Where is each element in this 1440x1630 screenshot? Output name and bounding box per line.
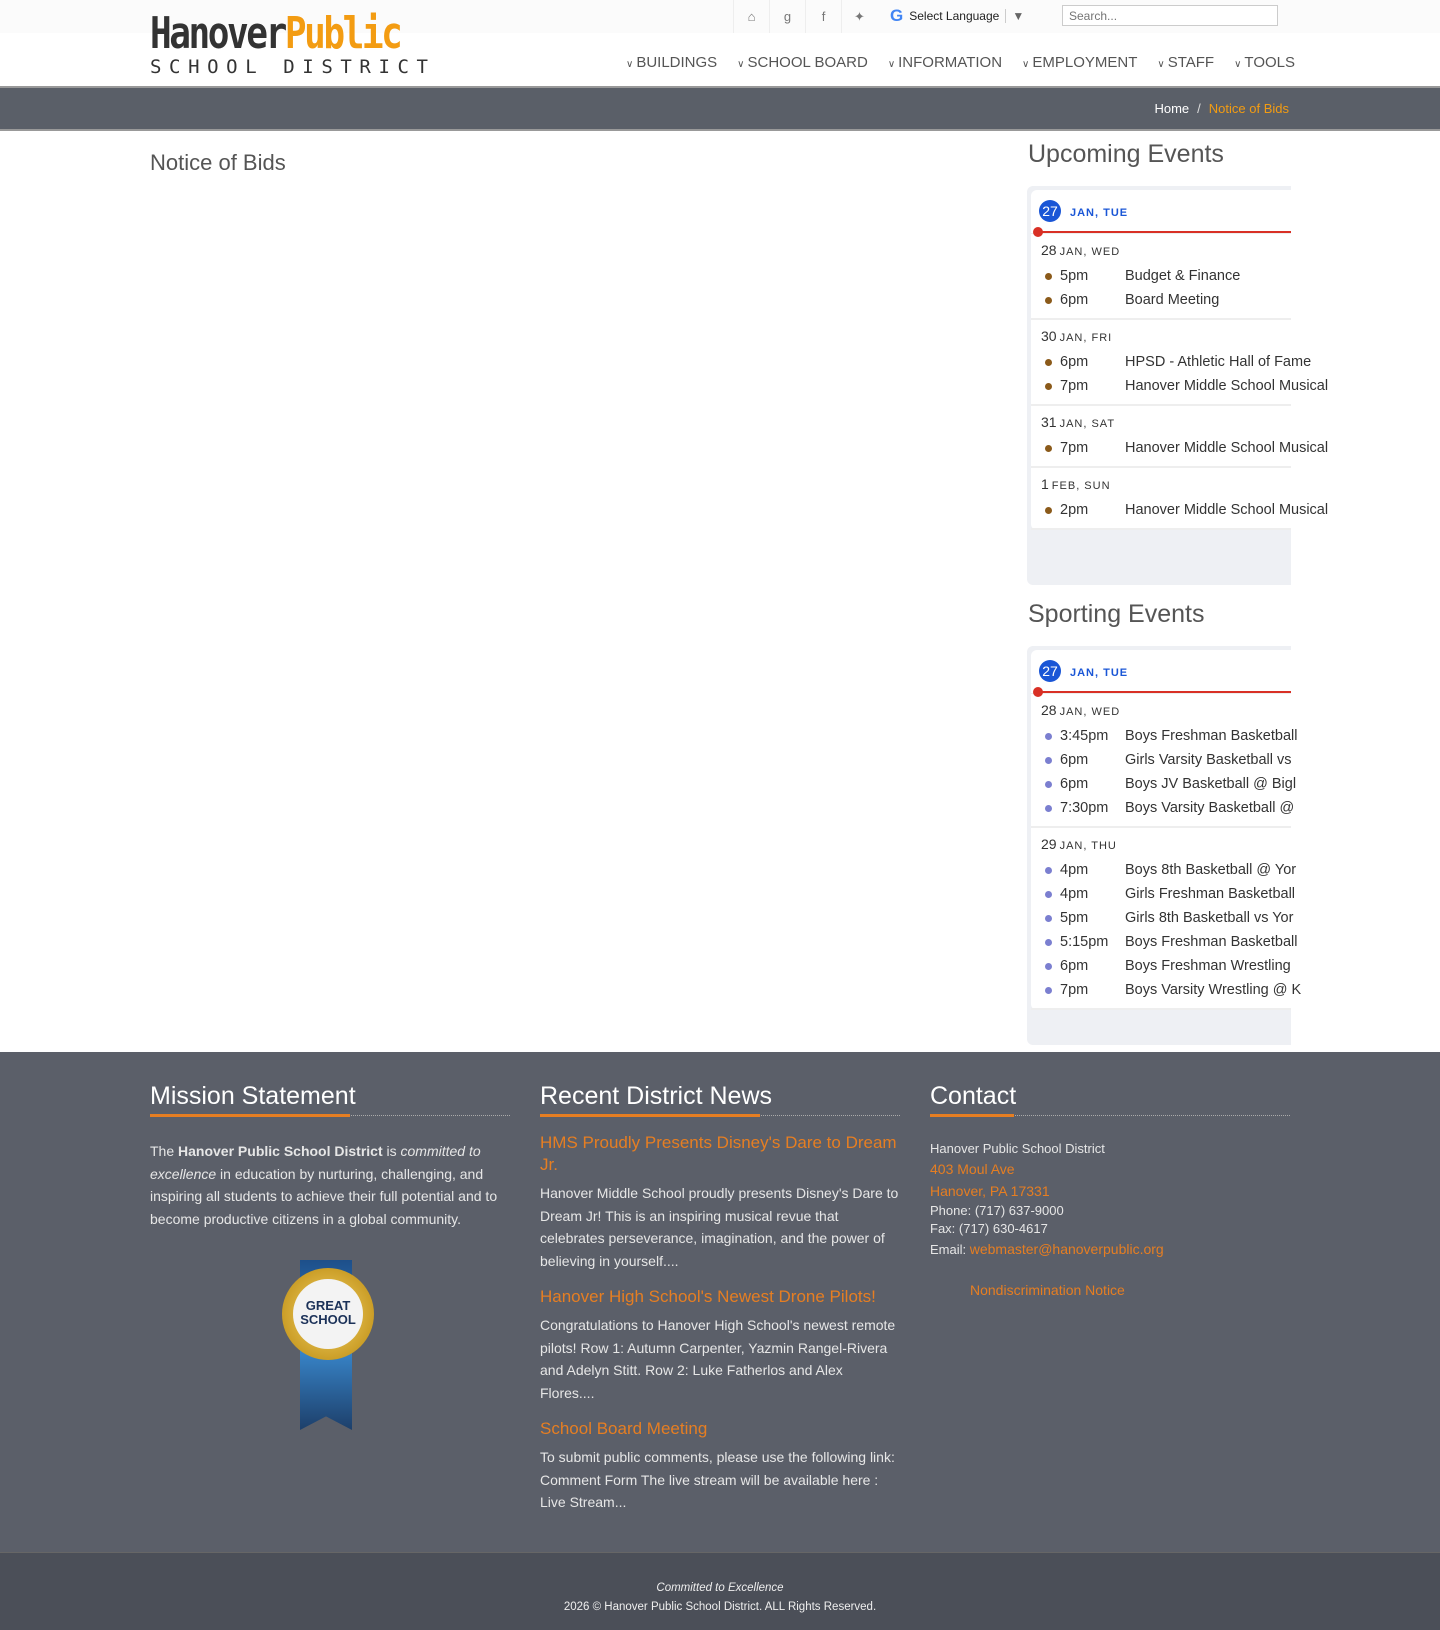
nav-employment[interactable]: ∨ EMPLOYMENT (1022, 54, 1138, 71)
calendar-day: 30 JAN, FRI 6pm HPSD - Athletic Hall of Fame 7pm Hanover Middle School Musical (1031, 320, 1291, 406)
event-dot-icon (1045, 359, 1052, 366)
contact-phone: Phone: (717) 637-9000 (930, 1203, 1064, 1218)
event-dot-icon (1045, 445, 1052, 452)
news-heading: Recent District News (540, 1082, 772, 1110)
calendar-event[interactable]: 7pm Hanover Middle School Musical (1031, 374, 1291, 398)
upcoming-events-heading: Upcoming Events (1028, 140, 1224, 168)
sporting-events-heading: Sporting Events (1028, 600, 1205, 628)
language-select[interactable] (890, 6, 1024, 26)
calendar-day: 31 JAN, SAT 7pm Hanover Middle School Musical (1031, 406, 1291, 468)
google-plus-icon[interactable]: g (769, 0, 805, 33)
sporting-events-calendar (1027, 646, 1302, 1045)
breadcrumb-current: Notice of Bids (1208, 101, 1289, 116)
contact-column: Contact Hanover Public School District 403 Moul Ave Hanover, PA 17331 Phone: (717) 637-9000 Fax: (717) 630-4617 Email: webmaster@hanoverpublic.org Nondiscrimination Notice (930, 1082, 1290, 1299)
contact-name: Hanover Public School District (930, 1141, 1105, 1156)
now-indicator (1037, 691, 1291, 693)
calendar-event[interactable]: 4pm Girls Freshman Basketball (1031, 882, 1291, 906)
news-column (540, 1082, 900, 1514)
calendar-event[interactable]: 7:30pm Boys Varsity Basketball @ (1031, 796, 1291, 820)
nav-buildings[interactable]: ∨ BUILDINGS (625, 54, 718, 71)
calendar-event[interactable]: 7pm Boys Varsity Wrestling @ K (1031, 978, 1291, 1002)
news-title[interactable]: HMS Proudly Presents Disney's Dare to Dream Jr. (540, 1133, 897, 1174)
mission-text: The Hanover Public School District is committed to excellence in education by nurturing, challenging, and inspiring all students to achieve their full potential and to become productive citizens in a global community. (150, 1143, 498, 1227)
event-dot-icon (1045, 297, 1052, 304)
calendar-event[interactable]: 7pm Hanover Middle School Musical (1031, 436, 1291, 460)
event-dot-icon (1045, 805, 1052, 812)
address-line1-link[interactable]: 403 Moul Ave (930, 1161, 1015, 1177)
chevron-down-icon: ∨ (625, 59, 634, 70)
nav-staff[interactable]: ∨ STAFF (1157, 54, 1215, 71)
event-dot-icon (1045, 733, 1052, 740)
copyright-text: 2026 © Hanover Public School District. ALL Rights Reserved. (563, 1601, 877, 1613)
event-dot-icon (1045, 915, 1052, 922)
now-indicator (1037, 231, 1291, 233)
logo-word2: Public (284, 8, 401, 59)
calendar-event[interactable]: 5pm Budget & Finance (1031, 264, 1291, 288)
logo[interactable] (150, 8, 455, 78)
address-line2-link[interactable]: Hanover, PA 17331 (930, 1183, 1050, 1199)
event-dot-icon (1045, 939, 1052, 946)
event-dot-icon (1045, 757, 1052, 764)
calendar-event[interactable]: 2pm Hanover Middle School Musical (1031, 498, 1291, 522)
mission-heading: Mission Statement (150, 1082, 356, 1110)
event-dot-icon (1045, 273, 1052, 280)
news-body: Congratulations to Hanover High School's newest remote pilots! Row 1: Autumn Carpenter, Yazmin Rangel-Rivera and Adelyn Stitt. Row 2: Luke Fatherlos and Alex Flores.... (540, 1317, 896, 1401)
nav-tools[interactable]: ∨ TOOLS (1234, 54, 1295, 71)
calendar-day: 1 FEB, SUN 2pm Hanover Middle School Musical (1031, 468, 1291, 530)
great-school-badge-icon: GREAT SCHOOL (280, 1260, 380, 1430)
calendar-event[interactable]: 4pm Boys 8th Basketball @ Yor (1031, 858, 1291, 882)
today-row: 27 JAN, TUE (1031, 190, 1291, 234)
twitter-icon[interactable]: ✦ (841, 0, 877, 33)
calendar-day: 28 JAN, WED 3:45pm Boys Freshman Basketball 6pm Girls Varsity Basketball vs 6pm Boys JV Basketball @ Bigl 7:30pm Boys Varsity Basketball @ (1031, 694, 1291, 828)
chevron-down-icon: ∨ (1022, 59, 1030, 70)
footer (0, 1052, 1440, 1552)
calendar-day: 29 JAN, THU 4pm Boys 8th Basketball @ Yor 4pm Girls Freshman Basketball 5pm Girls 8th Basketball vs Yor 5:15pm Boys Freshman Basketball 6pm Boys Freshman Wrestling 7pm Boys Varsity Wrestling @ K (1031, 828, 1291, 1010)
news-body: Hanover Middle School proudly presents Disney's Dare to Dream Jr! This is an inspiring musical revue that celebrates perseverance, imagination, and the power of believing in yourself.... (540, 1185, 899, 1269)
email-link[interactable]: webmaster@hanoverpublic.org (969, 1241, 1164, 1257)
event-dot-icon (1045, 987, 1052, 994)
breadcrumb-home[interactable]: Home (1154, 101, 1190, 116)
calendar-event[interactable]: 6pm Board Meeting (1031, 288, 1291, 312)
calendar-day: 28 JAN, WED 5pm Budget & Finance 6pm Board Meeting (1031, 234, 1291, 320)
mission-column (150, 1082, 510, 1430)
calendar-event[interactable]: 6pm Boys Freshman Wrestling (1031, 954, 1291, 978)
chevron-down-icon: ∨ (1234, 59, 1242, 70)
breadcrumb-bar (0, 86, 1440, 131)
news-title[interactable]: Hanover High School's Newest Drone Pilots! (540, 1287, 876, 1306)
nondiscrimination-notice-link[interactable]: Nondiscrimination Notice (970, 1282, 1125, 1298)
logo-word1: Hanover (150, 8, 285, 59)
tagline: Committed to Excellence (656, 1582, 784, 1594)
event-dot-icon (1045, 781, 1052, 788)
contact-heading: Contact (930, 1082, 1017, 1110)
contact-fax: Fax: (717) 630-4617 (930, 1221, 1048, 1236)
dropdown-arrow-icon: ▼ (1005, 9, 1024, 23)
logo-subtitle: SCHOOL DISTRICT (150, 56, 436, 78)
page-title: Notice of Bids (150, 150, 286, 175)
chevron-down-icon: ∨ (1157, 59, 1165, 70)
chevron-down-icon: ∨ (887, 59, 896, 70)
breadcrumb: Home / Notice of Bids (1154, 101, 1289, 116)
chevron-down-icon: ∨ (737, 59, 745, 70)
calendar-event[interactable]: 3:45pm Boys Freshman Basketball (1031, 724, 1291, 748)
calendar-event[interactable]: 6pm Boys JV Basketball @ Bigl (1031, 772, 1291, 796)
today-date-badge: 27 (1039, 200, 1061, 222)
calendar-event[interactable]: 6pm Girls Varsity Basketball vs (1031, 748, 1291, 772)
nav-information[interactable]: ∨ INFORMATION (887, 54, 1003, 71)
main-nav (626, 54, 1295, 71)
calendar-event[interactable]: 5:15pm Boys Freshman Basketball (1031, 930, 1291, 954)
event-dot-icon (1045, 963, 1052, 970)
news-title[interactable]: School Board Meeting (540, 1419, 708, 1438)
calendar-event[interactable]: 6pm HPSD - Athletic Hall of Fame (1031, 350, 1291, 374)
language-label: Select Language (909, 9, 1000, 23)
event-dot-icon (1045, 383, 1052, 390)
search-input[interactable] (1062, 5, 1278, 26)
today-row: 27 JAN, TUE (1031, 650, 1291, 694)
google-icon: G (890, 6, 904, 25)
upcoming-events-calendar (1027, 186, 1329, 585)
today-date-badge: 27 (1039, 660, 1061, 682)
news-body: To submit public comments, please use the following link: Comment Form The live stream will be available here : Live Stream... (540, 1449, 895, 1510)
facebook-icon[interactable]: f (805, 0, 841, 33)
home-icon[interactable]: ⌂ (733, 0, 769, 33)
calendar-event[interactable]: 5pm Girls 8th Basketball vs Yor (1031, 906, 1291, 930)
copyright-bar (0, 1552, 1440, 1630)
event-dot-icon (1045, 507, 1052, 514)
event-dot-icon (1045, 891, 1052, 898)
nav-school-board[interactable]: ∨ SCHOOL BOARD (737, 54, 868, 71)
event-dot-icon (1045, 867, 1052, 874)
